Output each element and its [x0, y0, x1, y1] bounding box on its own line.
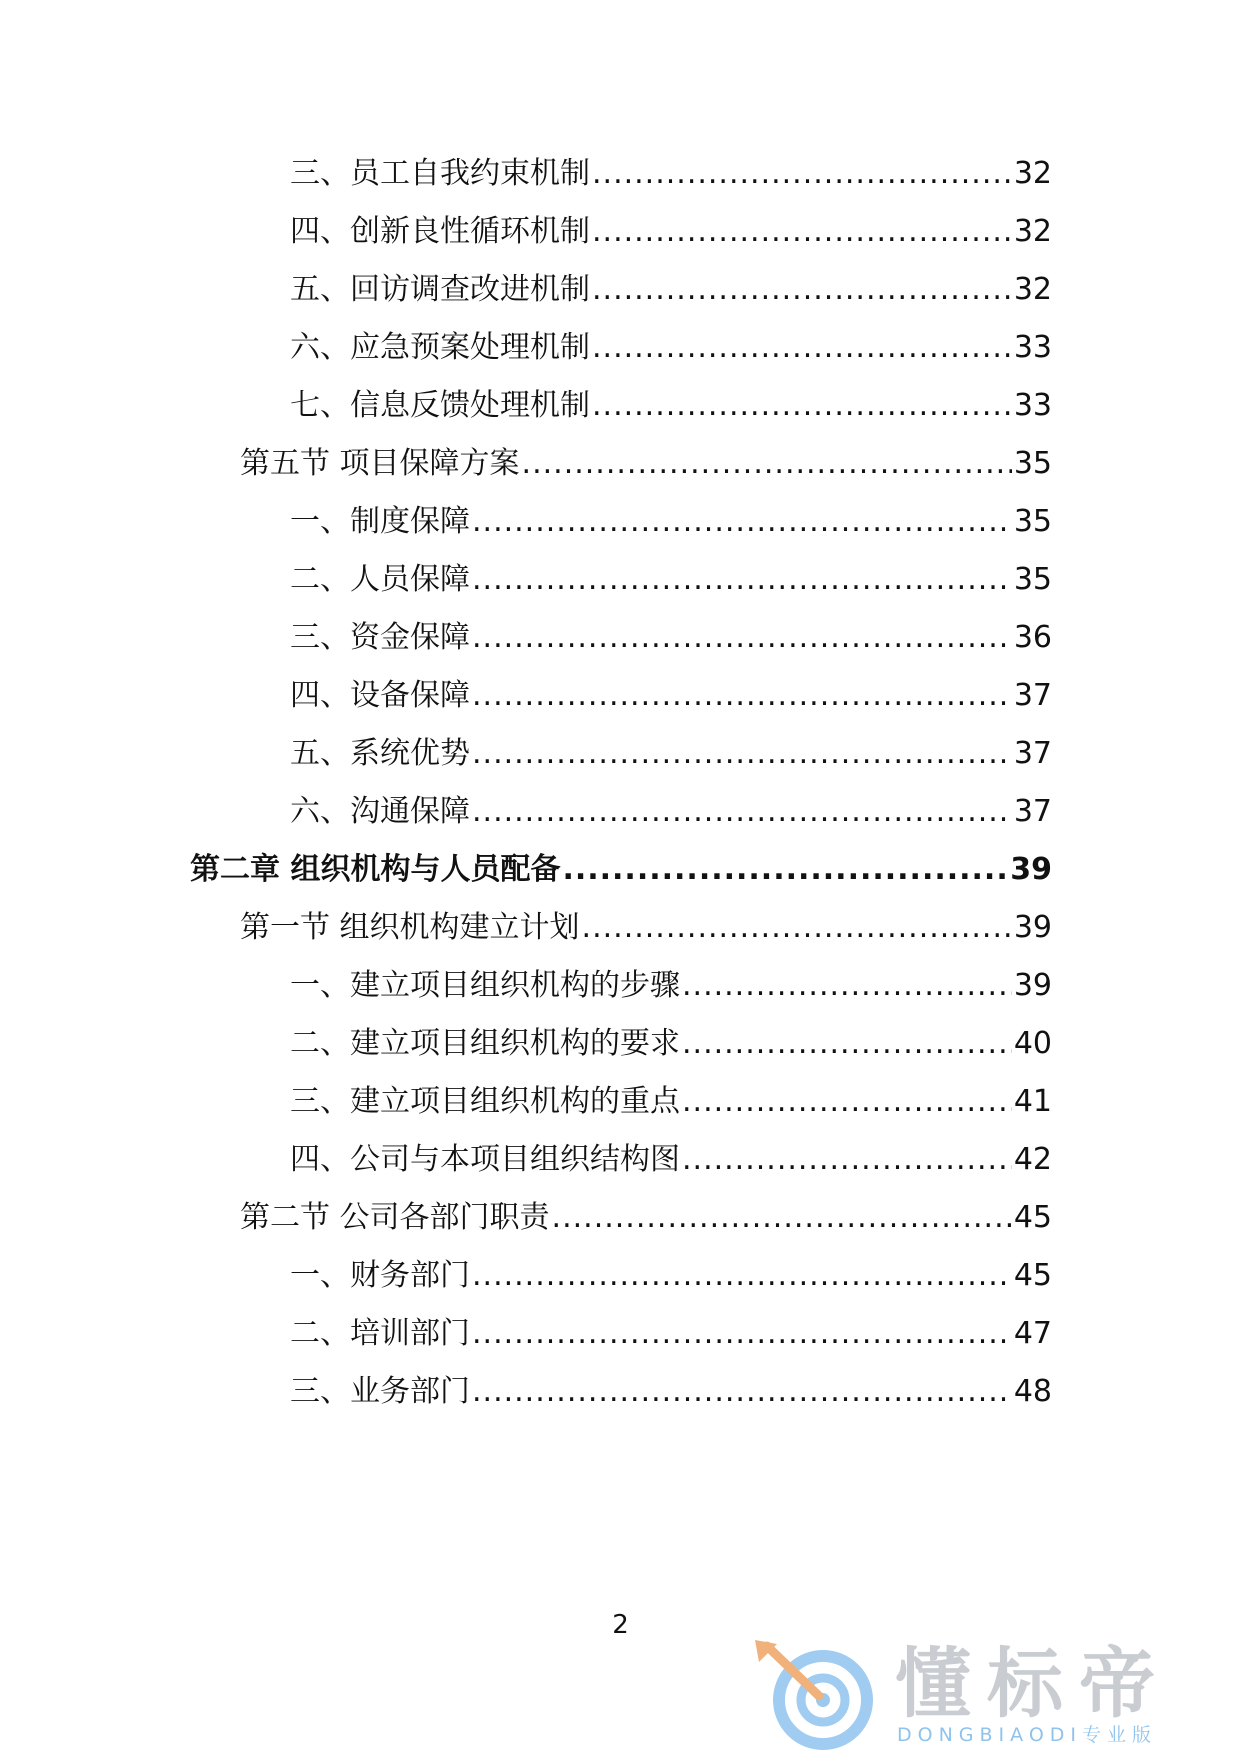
toc-dot-leader	[472, 1372, 1012, 1412]
toc-entry[interactable]	[290, 552, 1052, 600]
toc-entry[interactable]	[290, 1248, 1052, 1296]
toc-chapter-entry[interactable]	[190, 842, 1052, 890]
toc-entry-page: 45	[1013, 1258, 1052, 1293]
toc-entry[interactable]	[290, 1364, 1052, 1412]
toc-entry[interactable]	[290, 262, 1052, 310]
toc-dot-leader	[552, 1198, 1012, 1238]
toc-entry-label: 五、系统优势	[290, 736, 470, 771]
toc-entry-label: 三、业务部门	[290, 1374, 470, 1409]
toc-entry-page: 39	[1013, 968, 1052, 1003]
toc-dot-leader	[682, 1140, 1012, 1180]
toc-entry-label: 第五节 项目保障方案	[240, 446, 520, 481]
toc-entry-page: 32	[1013, 214, 1052, 249]
toc-entry-label: 六、应急预案处理机制	[290, 330, 590, 365]
toc-entry[interactable]	[290, 1016, 1052, 1064]
toc-entry-label: 三、建立项目组织机构的重点	[290, 1084, 680, 1119]
toc-entry-page: 39	[1013, 910, 1052, 945]
toc-dot-leader	[682, 1024, 1012, 1064]
toc-dot-leader	[472, 502, 1012, 542]
toc-dot-leader	[682, 1082, 1012, 1122]
toc-entry[interactable]	[290, 958, 1052, 1006]
toc-entry[interactable]	[290, 726, 1052, 774]
toc-dot-leader	[562, 850, 1008, 890]
toc-section-entry[interactable]	[240, 1190, 1052, 1238]
toc-dot-leader	[472, 1256, 1012, 1296]
toc-entry-page: 41	[1013, 1084, 1052, 1119]
toc-dot-leader	[522, 444, 1012, 484]
toc-entry[interactable]	[290, 668, 1052, 716]
toc-dot-leader	[472, 792, 1012, 832]
toc-entry[interactable]	[290, 378, 1052, 426]
toc-entry-page: 45	[1013, 1200, 1052, 1235]
watermark-subtitle: DONGBIAODI专业版	[897, 1724, 1158, 1746]
toc-entry-label: 第二章 组织机构与人员配备	[190, 852, 561, 887]
watermark-title: 懂标帝	[895, 1639, 1171, 1728]
toc-dot-leader	[592, 386, 1012, 426]
toc-entry-label: 三、资金保障	[290, 620, 470, 655]
toc-dot-leader	[592, 270, 1012, 310]
toc-entry[interactable]	[290, 610, 1052, 658]
toc-entry-page: 35	[1013, 446, 1052, 481]
toc-entry[interactable]	[290, 784, 1052, 832]
toc-dot-leader	[472, 560, 1012, 600]
toc-entry-page: 32	[1013, 272, 1052, 307]
toc-entry-label: 二、建立项目组织机构的要求	[290, 1026, 680, 1061]
toc-entry-page: 33	[1013, 388, 1052, 423]
toc-entry-label: 一、建立项目组织机构的步骤	[290, 968, 680, 1003]
toc-entry-page: 35	[1013, 504, 1052, 539]
toc-entry-page: 37	[1013, 678, 1052, 713]
toc-dot-leader	[472, 1314, 1012, 1354]
toc-entry-label: 二、人员保障	[290, 562, 470, 597]
watermark-logo	[745, 1640, 1225, 1750]
toc-entry-label: 四、创新良性循环机制	[290, 214, 590, 249]
toc-entry-page: 33	[1013, 330, 1052, 365]
toc-entry-label: 三、员工自我约束机制	[290, 156, 590, 191]
toc-entry[interactable]	[290, 1074, 1052, 1122]
toc-dot-leader	[682, 966, 1012, 1006]
toc-entry-page: 35	[1013, 562, 1052, 597]
toc-entry-label: 二、培训部门	[290, 1316, 470, 1351]
toc-entry-page: 48	[1013, 1374, 1052, 1409]
toc-entry-page: 42	[1013, 1142, 1052, 1177]
toc-entry[interactable]	[290, 494, 1052, 542]
toc-entry-label: 六、沟通保障	[290, 794, 470, 829]
toc-entry[interactable]	[290, 1306, 1052, 1354]
toc-entry[interactable]	[290, 320, 1052, 368]
toc-entry-page: 39	[1010, 852, 1052, 887]
toc-section-entry[interactable]	[240, 436, 1052, 484]
toc-dot-leader	[592, 154, 1012, 194]
toc-entry-label: 四、公司与本项目组织结构图	[290, 1142, 680, 1177]
toc-entry-label: 七、信息反馈处理机制	[290, 388, 590, 423]
target-arrow-icon	[745, 1640, 895, 1750]
toc-entry-label: 四、设备保障	[290, 678, 470, 713]
toc-dot-leader	[472, 618, 1012, 658]
toc-entry-page: 40	[1013, 1026, 1052, 1061]
toc-entry-label: 五、回访调查改进机制	[290, 272, 590, 307]
toc-entry[interactable]	[290, 1132, 1052, 1180]
toc-entry-label: 第一节 组织机构建立计划	[240, 910, 580, 945]
toc-entry-page: 37	[1013, 794, 1052, 829]
toc-entry-page: 36	[1013, 620, 1052, 655]
toc-entry-page: 37	[1013, 736, 1052, 771]
toc-dot-leader	[592, 328, 1012, 368]
page-number: 2	[612, 1610, 629, 1640]
toc-entry-label: 第二节 公司各部门职责	[240, 1200, 550, 1235]
toc-entry-page: 32	[1013, 156, 1052, 191]
toc-entry[interactable]	[290, 204, 1052, 252]
toc-dot-leader	[472, 676, 1012, 716]
toc-entry-label: 一、制度保障	[290, 504, 470, 539]
toc-dot-leader	[592, 212, 1012, 252]
toc-dot-leader	[472, 734, 1012, 774]
toc-entry-label: 一、财务部门	[290, 1258, 470, 1293]
toc-entry-page: 47	[1013, 1316, 1052, 1351]
toc-entry[interactable]	[290, 146, 1052, 194]
toc-section-entry[interactable]	[240, 900, 1052, 948]
toc-dot-leader	[582, 908, 1012, 948]
